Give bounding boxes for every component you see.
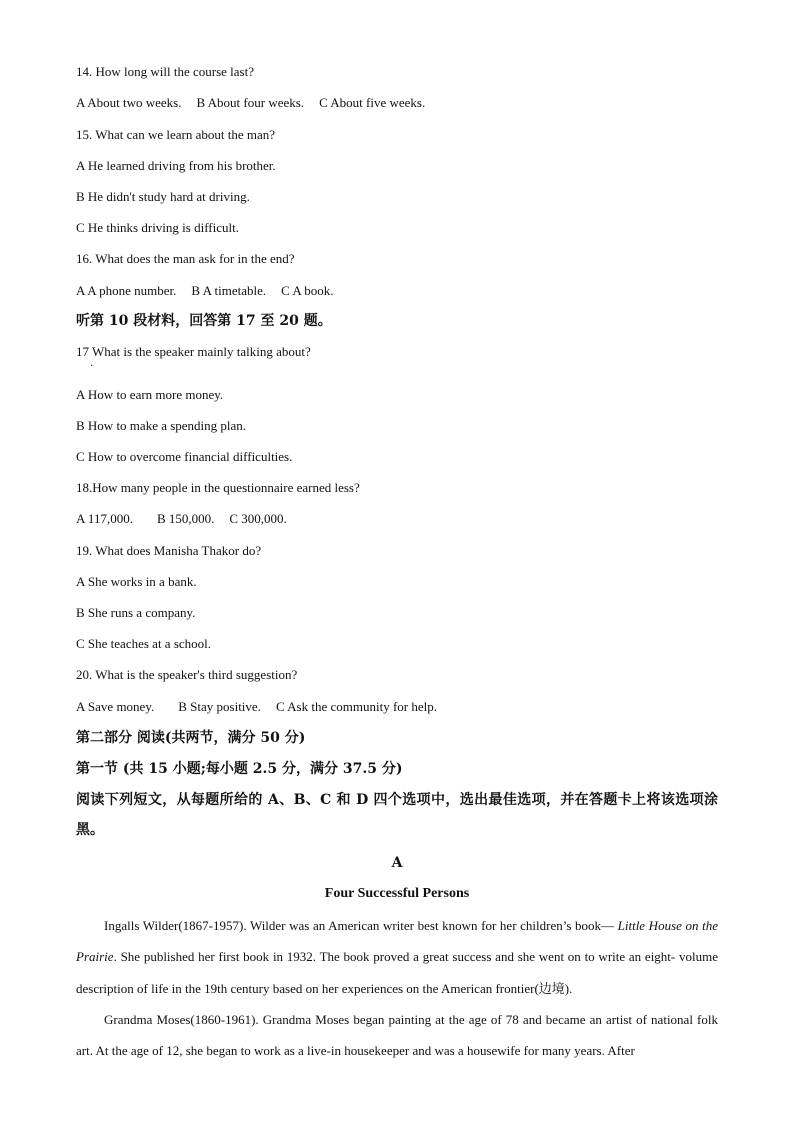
q18-option-a: A 117,000. (76, 511, 133, 526)
p1-text-b: . She published her first book in 1932. The book proved a great success and she went on to write an eight- volume description of life in the 19th century based on her experiences on the American frontier(边境). (76, 949, 718, 996)
passage-title: Four Successful Persons (324, 886, 470, 901)
q19-option-a: A She works in a bank. (76, 574, 197, 589)
q20-options (76, 699, 437, 715)
q15-question: 15. What can we learn about the man? (76, 127, 276, 142)
q14-option-b: B About four weeks. (196, 95, 305, 110)
q20-option-b: B Stay positive. (178, 699, 261, 714)
q14-options (76, 95, 425, 111)
q15-option-c: C He thinks driving is difficult. (76, 220, 239, 235)
part2-section1-heading: 第一节 (共 15 小题;每小题 2.5 分，满分 37.5 分) (76, 761, 403, 777)
passage-paragraph-1 (76, 910, 718, 1004)
q16-question: 16. What does the man ask for in the end? (76, 251, 295, 266)
section-heading-listen10: 听第 10 段材料，回答第 17 至 20 题。 (76, 313, 332, 329)
q15-option-a: A He learned driving from his brother. (76, 158, 276, 173)
q16-option-b: B A timetable. (191, 283, 267, 298)
passage-letter: A (391, 855, 403, 871)
p1-text-a: Ingalls Wilder(1867-1957). Wilder was an American writer best known for her children’s book— (104, 918, 618, 933)
q15-option-b: B He didn't study hard at driving. (76, 189, 250, 204)
q20-option-a: A Save money. (76, 699, 155, 714)
q20-question: 20. What is the speaker's third suggestion? (76, 667, 298, 682)
q19-option-b: B She runs a company. (76, 605, 196, 620)
q17-option-a: A How to earn more money. (76, 387, 224, 402)
q16-options (76, 283, 334, 299)
q17-option-b: B How to make a spending plan. (76, 418, 247, 433)
book-title: Little House on the Prairie (76, 918, 718, 965)
q14-question: 14. How long will the course last? (76, 64, 254, 79)
q18-option-c: C 300,000. (229, 511, 287, 526)
q17-option-c: C How to overcome financial difficulties. (76, 449, 293, 464)
q18-options (76, 511, 287, 527)
q16-option-a: A A phone number. (76, 283, 177, 298)
part2-instruction: 阅读下列短文，从每题所给的 A、B、C 和 D 四个选项中，选出最佳选项，并在答题卡上将该选项涂黑。 (76, 792, 718, 838)
q17-question: 17 What is the speaker mainly talking about? (76, 344, 311, 359)
q18-question: 18.How many people in the questionnaire earned less? (76, 480, 360, 495)
q20-option-c: C Ask the community for help. (275, 699, 437, 714)
q19-question: 19. What does Manisha Thakor do? (76, 543, 262, 558)
passage-paragraph-2: Grandma Moses(1860-1961). Grandma Moses began painting at the age of 78 and became an artist of national folk art. At the age of 12, she began to work as a live-in housekeeper and was a housewife for many years. After (76, 1012, 718, 1059)
q16-option-c: C A book. (281, 283, 334, 298)
q14-option-c: C About five weeks. (319, 95, 426, 110)
q18-option-b: B 150,000. (156, 511, 215, 526)
q19-option-c: C She teaches at a school. (76, 636, 212, 651)
q14-option-a: A About two weeks. (76, 95, 182, 110)
part2-heading: 第二部分 阅读(共两节，满分 50 分) (76, 730, 306, 746)
stray-dot: · (90, 361, 94, 372)
